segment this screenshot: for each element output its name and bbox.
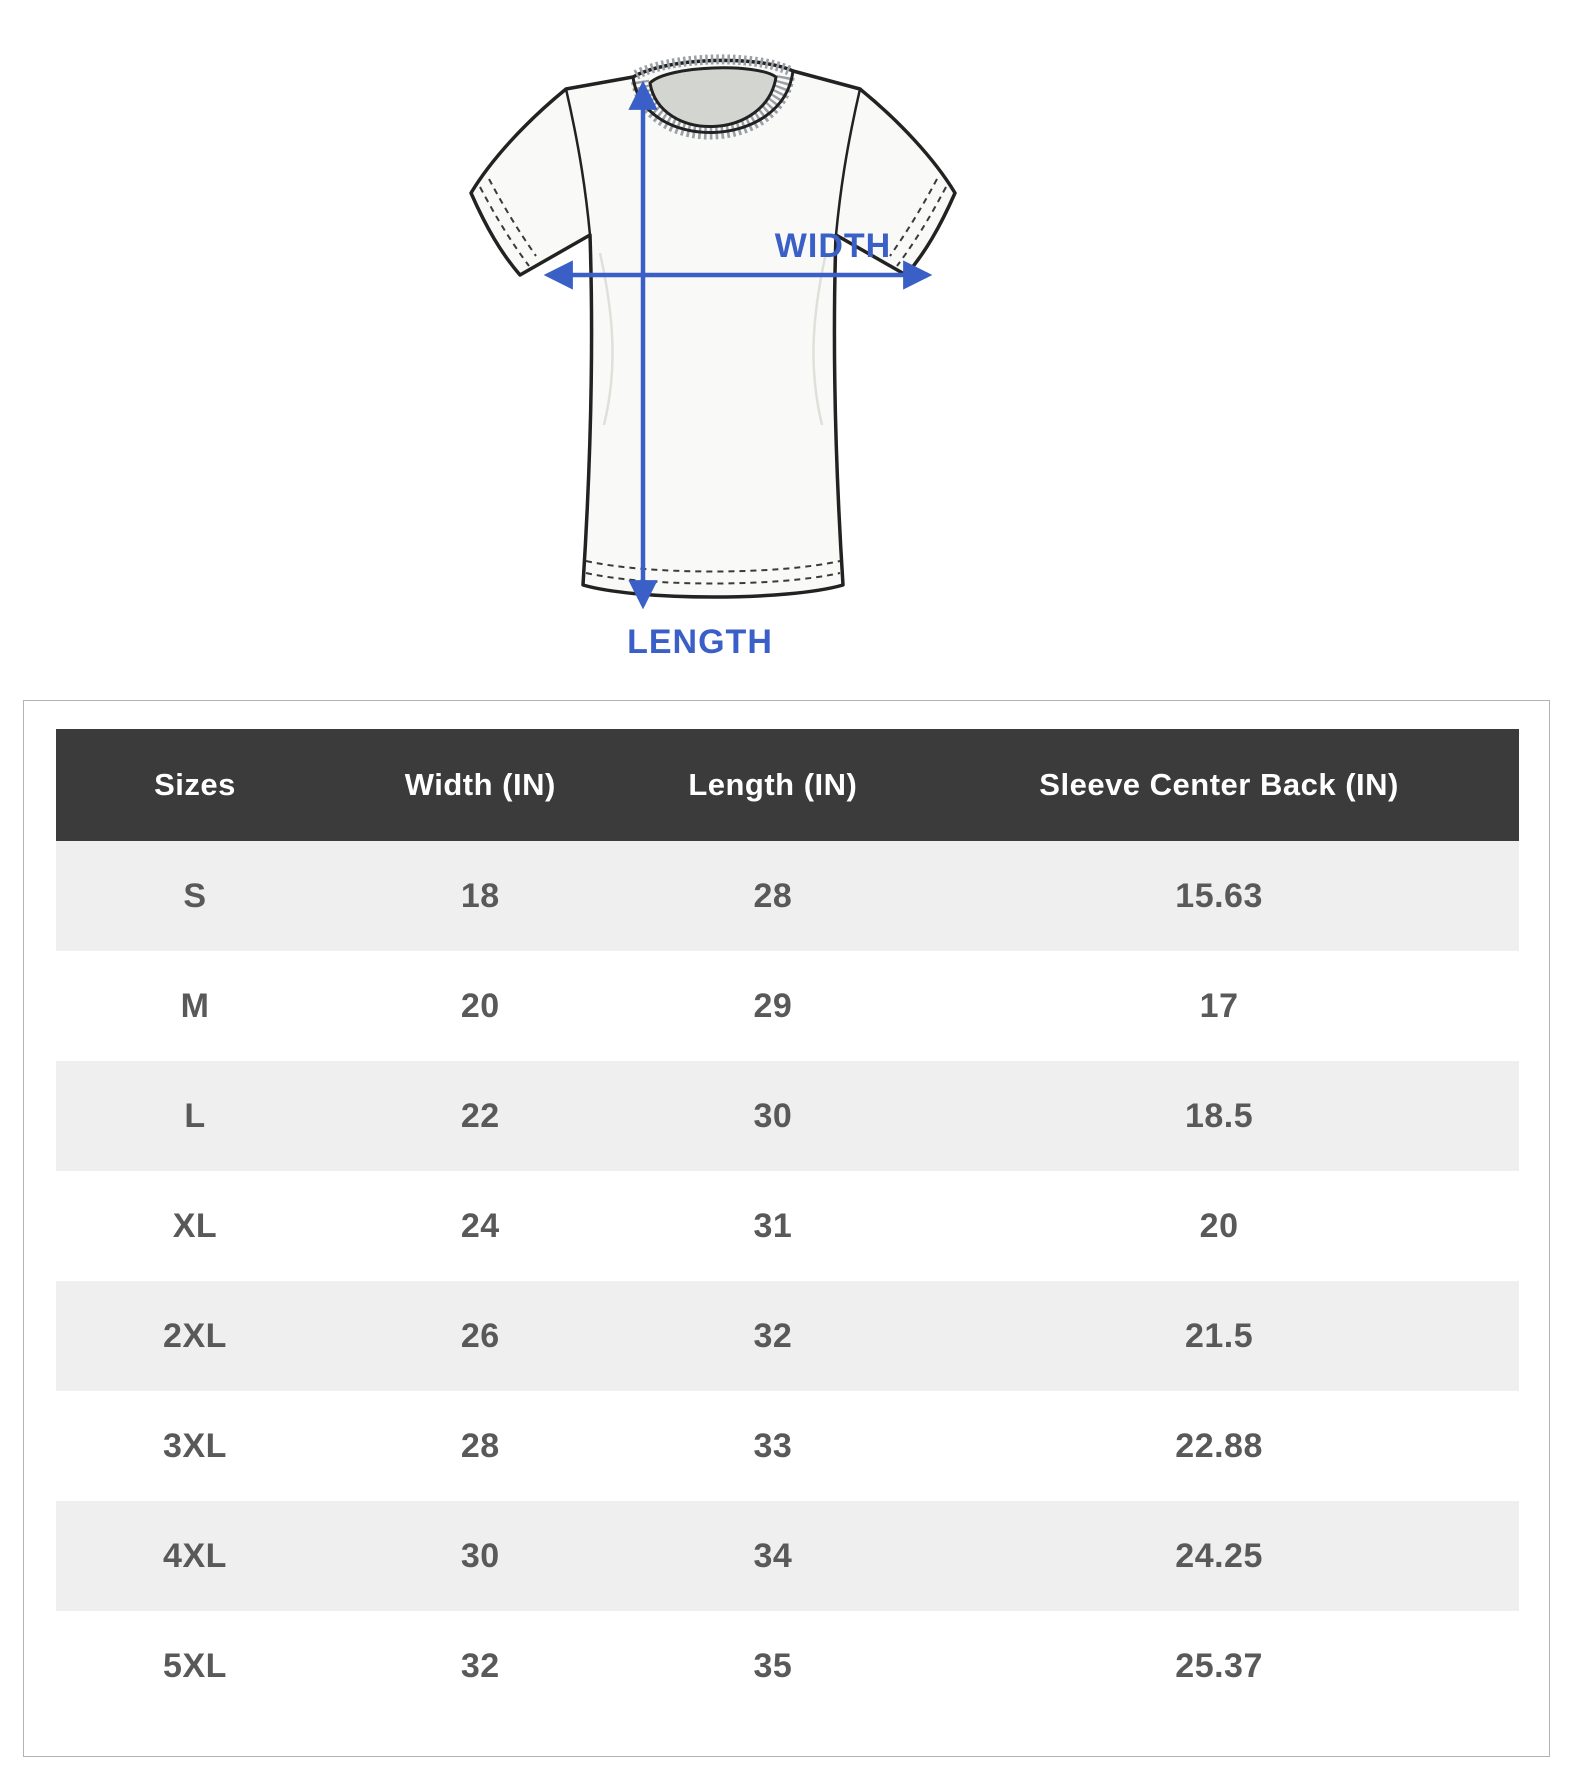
cell-length: 32: [753, 1316, 793, 1355]
cell-length: 31: [753, 1206, 793, 1245]
cell-width: 26: [460, 1316, 500, 1355]
table-row: [56, 1611, 1519, 1721]
cell-sleeve: 24.25: [1175, 1536, 1263, 1575]
header-row: [56, 729, 1519, 841]
table-row: [56, 841, 1519, 951]
cell-size: L: [184, 1096, 206, 1135]
cell-width: 30: [460, 1536, 500, 1575]
cell-size: M: [180, 986, 210, 1025]
cell-sleeve: 21.5: [1184, 1316, 1254, 1355]
tshirt-illustration: [428, 25, 998, 670]
length-label: LENGTH: [627, 623, 773, 661]
cell-size: S: [183, 876, 207, 915]
cell-width: 28: [460, 1426, 500, 1465]
column-header-sleeve-center-back: Sleeve Center Back (IN): [919, 729, 1519, 841]
cell-sleeve: 22.88: [1175, 1426, 1263, 1465]
cell-size: 5XL: [163, 1646, 227, 1685]
width-label: WIDTH: [774, 227, 892, 265]
cell-size: 2XL: [163, 1316, 227, 1355]
size-table-header: [56, 729, 1519, 841]
cell-width: 20: [460, 986, 500, 1025]
table-row: [56, 1501, 1519, 1611]
size-table-card: [23, 700, 1550, 1757]
cell-length: 28: [753, 876, 793, 915]
size-table: [56, 729, 1519, 1721]
cell-sleeve: 15.63: [1175, 876, 1263, 915]
cell-length: 34: [753, 1536, 793, 1575]
cell-sleeve: 20: [1199, 1206, 1239, 1245]
cell-width: 24: [460, 1206, 500, 1245]
table-row: [56, 1281, 1519, 1391]
cell-size: 4XL: [163, 1536, 227, 1575]
column-header-width: Width (IN): [334, 729, 627, 841]
cell-length: 33: [753, 1426, 793, 1465]
cell-sleeve: 25.37: [1175, 1646, 1263, 1685]
cell-width: 18: [460, 876, 500, 915]
cell-width: 32: [460, 1646, 500, 1685]
cell-sleeve: 17: [1199, 986, 1239, 1025]
tshirt-body-outline: [471, 60, 955, 597]
tshirt-measurement-diagram: [428, 25, 998, 670]
cell-length: 30: [753, 1096, 793, 1135]
column-header-length: Length (IN): [627, 729, 920, 841]
cell-size: 3XL: [163, 1426, 227, 1465]
cell-length: 35: [753, 1646, 793, 1685]
column-header-sizes: Sizes: [56, 729, 334, 841]
table-row: [56, 1061, 1519, 1171]
cell-length: 29: [753, 986, 793, 1025]
table-row: [56, 1391, 1519, 1501]
cell-sleeve: 18.5: [1184, 1096, 1254, 1135]
size-table-body: [56, 841, 1519, 1721]
table-row: [56, 951, 1519, 1061]
cell-size: XL: [172, 1206, 218, 1245]
cell-width: 22: [460, 1096, 500, 1135]
table-row: [56, 1171, 1519, 1281]
